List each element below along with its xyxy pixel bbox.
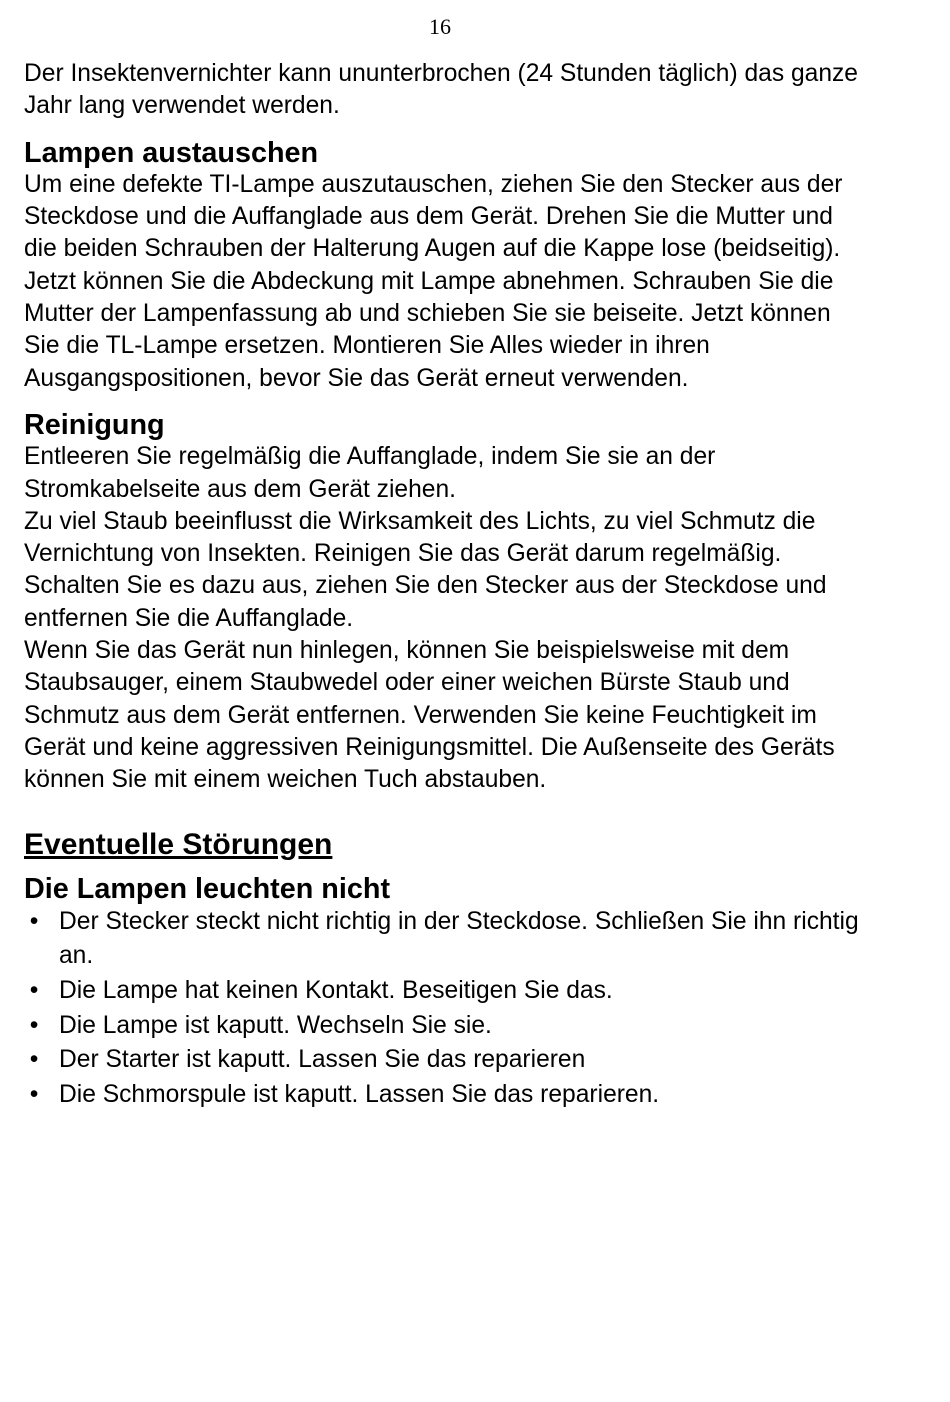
cleaning-paragraph-3: Wenn Sie das Gerät nun hinlegen, können Sie beispielsweise mit dem Staubsauger, einem Staubwedel oder einer weichen Bürste Staub und Schmutz aus dem Gerät entfernen. Verwenden Sie keine Feuchtigkeit im Gerät und keine aggressiven Reinigungsmittel. Die Außenseite des Geräts können Sie mit einem weichen Tuch abstauben. — [24, 637, 835, 794]
bullet-icon: • — [29, 977, 39, 1005]
list-item — [24, 974, 870, 1009]
intro-paragraph: Der Insektenvernichter kann ununterbrochen (24 Stunden täglich) das ganze Jahr lang verwendet werden. — [24, 60, 858, 120]
cleaning-paragraph-1: Entleeren Sie regelmäßig die Auffanglade, indem Sie sie an der Stromkabelseite aus dem Gerät ziehen. — [24, 443, 716, 503]
list-item — [24, 1009, 870, 1044]
list-item-text: Der Stecker steckt nicht richtig in der Steckdose. Schließen Sie ihn richtig an. — [59, 907, 859, 970]
bullet-icon: • — [29, 1080, 39, 1108]
troubleshooting-title: Eventuelle Störungen — [24, 827, 333, 861]
list-item-text: Die Lampe hat keinen Kontakt. Beseitigen Sie das. — [59, 977, 613, 1005]
lamp-replacement-heading: Lampen austauschen — [24, 136, 319, 169]
document-body — [24, 58, 870, 1112]
bullet-icon: • — [29, 1011, 39, 1039]
troubleshooting-subheading: Die Lampen leuchten nicht — [24, 872, 391, 905]
bullet-icon: • — [29, 1046, 39, 1074]
list-item — [24, 1078, 870, 1113]
lamp-replacement-paragraph: Um eine defekte TI-Lampe auszutauschen, ziehen Sie den Stecker aus der Steckdose und die Auffanglade aus dem Gerät. Drehen Sie die Mutter und die beiden Schrauben der Halterung Augen auf die Kappe lose (beidseitig). Jetzt können Sie die Abdeckung mit Lampe abnehmen. Schrauben Sie die Mutter der Lampenfassung ab und schieben Sie sie beiseite. Jetzt können Sie die TL-Lampe ersetzen. Montieren Sie Alles wieder in ihren Ausgangspositionen, bevor Sie das Gerät erneut verwenden. — [24, 170, 843, 392]
cleaning-paragraph-2: Zu viel Staub beeinflusst die Wirksamkeit des Lichts, zu viel Schmutz die Vernichtung von Insekten. Reinigen Sie das Gerät darum regelmäßig. Schalten Sie es dazu aus, ziehen Sie den Stecker aus der Steckdose und entfernen Sie die Auffanglade. — [24, 507, 827, 632]
list-item-text: Die Schmorspule ist kaputt. Lassen Sie das reparieren. — [59, 1080, 660, 1108]
cleaning-heading: Reinigung — [24, 408, 165, 441]
list-item — [24, 905, 870, 974]
list-item-text: Der Starter ist kaputt. Lassen Sie das reparieren — [59, 1046, 586, 1074]
list-item — [24, 1043, 870, 1078]
list-item-text: Die Lampe ist kaputt. Wechseln Sie sie. — [59, 1011, 492, 1039]
bullet-icon: • — [29, 907, 39, 935]
troubleshooting-list — [24, 905, 870, 1113]
page-number: 16 — [429, 14, 451, 39]
